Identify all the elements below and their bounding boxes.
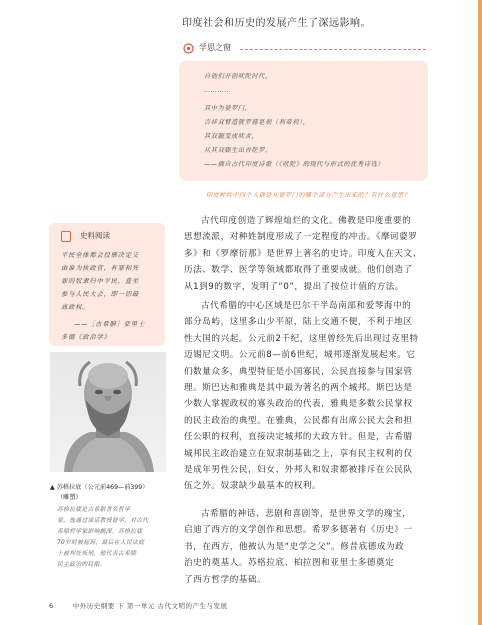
body-line: 任公职的权利，直接决定城邦的大政方针。但是，古希腊 [184,432,413,443]
body-line: 了西方哲学的基础。 [184,574,267,585]
body-line: 城邦民主政治建立在奴隶制基础之上，享有民主权利的仅 [184,448,413,459]
body-line: 理。斯巴达和雅典是其中最为著名的两个城邦。斯巴达是 [184,383,413,393]
body-line: 思想流派，对种姓制度形成了一定程度的冲击。《摩诃婆罗 [184,232,418,243]
poem-line: ………… [204,87,232,94]
flower-icon [183,43,194,54]
source-line: 由谁为执政官，有罪和死 [61,265,140,272]
book-icon [61,231,71,242]
running-footer: 中外历史纲要 下 第一单元 古代文明的产生与发展 [72,602,228,610]
body-line: 从1到9的数字，发明了“0”，提出了按位计值的方法。 [184,281,405,292]
source-line: 罪的奴隶归中平民，直至 [61,278,140,285]
source-reading-title: 史料阅读 [80,231,110,240]
poem-line: 从其双脚生出首陀罗。 [204,147,272,154]
source-citation: 多德《政治学》 [61,334,111,341]
body-line: 少数人掌握政权的寡头政治的代表，雅典是多数公民掌权 [184,399,413,410]
caption-body: 希腊哲学家影响颇深。苏格拉底 [57,529,143,535]
body-line: 启迪了西方的文学创作和思想。希罗多德著有《历史》一 [184,525,413,536]
source-line: 平民全体都会投票决定交 [61,252,140,259]
body-line: 部分岛屿，这里多山少平原，陆上交通不便，不利于地区 [184,317,413,328]
body-line: 历法、数学、医学等领域都取得了重要成就。他们创造了 [184,265,413,276]
poem-line: 其双腿变成吠舍， [204,133,259,140]
poem-line: 其中为婆罗门， [204,105,252,112]
caption-body: 苏格拉底是古希腊著名哲学 [57,507,131,513]
body-line: 治史的奠基人。苏格拉底、柏拉图和亚里士多德奠定 [184,558,395,569]
caption-body: 家，他通过谈话教授智学，对古代 [57,518,149,524]
body-line: 古代希腊的中心区域是巴尔干半岛南部和爱琴海中的 [201,301,412,311]
page-edge-bar [478,0,482,625]
body-line: 多》和《罗摩衍那》是世界上著名的史诗。印度人在天文、 [184,248,422,259]
poem-line: 吉祥双臂造就罗慈是刹（利帝利）， [204,119,310,126]
source-line: 参与人民大会，即一切最 [61,291,140,298]
body-line: 们数量众多，典型特征是小国寡民，公民直接参与国家管 [184,366,413,377]
body-line: 古希腊的神话、悲剧和喜剧等，是世界文学的瑰宝， [201,509,412,519]
image-caption: ▲ 苏格拉底（公元前469—前399） [50,484,149,491]
image-caption-sub: （雕塑） [57,494,82,501]
body-line: 伍之外。奴隶缺少最基本的权利。 [184,481,322,492]
source-citation: ——［古希腊］亚里士 [74,321,145,328]
body-line: 古代印度创造了辉煌灿烂的文化。佛教是印度重要的 [201,216,412,226]
caption-body: 70岁时被起诉，最后在人民法庭 [57,540,145,546]
socrates-bust-image [50,352,166,472]
poem-source: ——摘自古代印度诗歌（《吠陀》的现代与形式的优秀诗选） [204,161,385,168]
body-line: 是成年男性公民，妇女、外邦人和奴隶都被排斥在公民队 [184,465,413,475]
top-text: 印度社会和历史的发展产生了深远影响。 [182,18,371,29]
body-line: 的民主政治的典型。在雅典，公民都有出席公民大会和担 [184,415,413,426]
body-line: 性大国的兴起。公元前2千纪，这里曾经先后出现过克里特 [184,333,419,344]
body-line: 书，在西方，他被认为是“史学之父”。修昔底德成为政 [184,541,405,552]
caption-body: 民主政治的局限。 [57,562,106,568]
source-line: 高政权。 [61,304,90,311]
discussion-question: 印度种姓中四个人群是从婆罗门的哪个部分产生出来的？有什么意思？ [206,192,411,199]
page-number: 6 [49,602,54,610]
caption-body: 上被判处死刑，他代表古希腊 [57,551,137,557]
poem-line: 自他们开创吠陀时代， [204,73,272,80]
learning-corner-title: 学思之窗 [199,43,231,52]
body-line: 迈锡尼文明。公元前8—前6世纪，城邦逐渐发展起来。它 [184,350,416,361]
divider [240,49,426,50]
page-footer [49,601,228,610]
